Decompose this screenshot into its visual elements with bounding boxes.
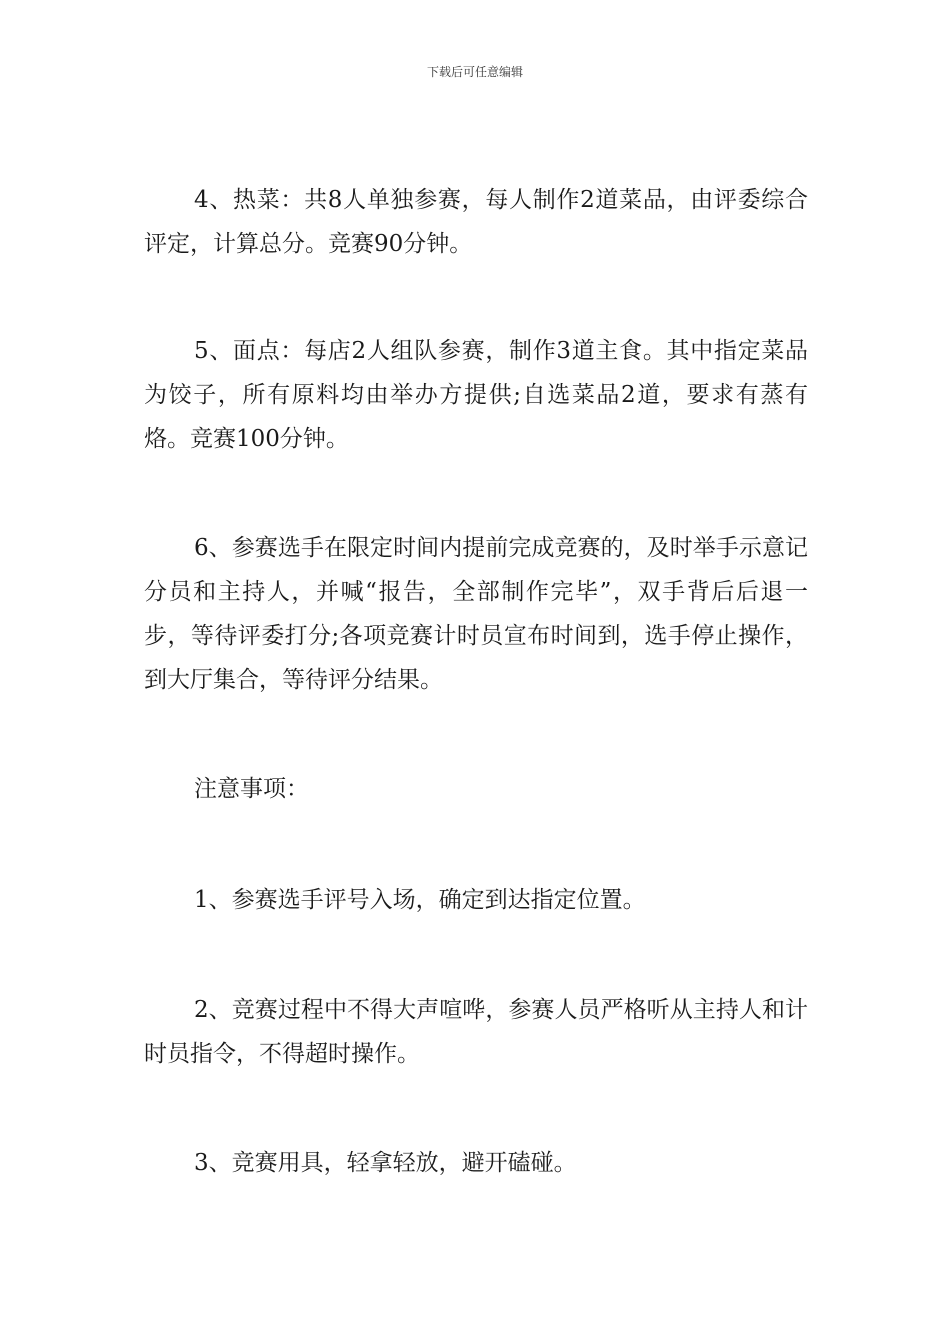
notes-heading: 注意事项：	[194, 776, 309, 802]
note-item-1: 1、参赛选手评号入场，确定到达指定位置。	[194, 887, 646, 913]
note-item-3: 3、竞赛用具，轻拿轻放，避开磕碰。	[194, 1150, 577, 1176]
paragraph-pastry: 5、面点：每店2人组队参赛，制作3道主食。其中指定菜品为饺子，所有原料均由举办方提供;自选菜品2道，要求有蒸有烙。竞赛100分钟。	[144, 338, 808, 452]
document-body	[144, 178, 808, 1185]
paragraph-completion-rules: 6、参赛选手在限定时间内提前完成竞赛的，及时举手示意记分员和主持人，并喊“报告，全部制作完毕”，双手背后后退一步，等待评委打分;各项竞赛计时员宣布时间到，选手停止操作，到大厅集合，等待评分结果。	[144, 535, 808, 693]
page-header: 下载后可任意编辑	[426, 65, 523, 79]
note-item-2: 2、竞赛过程中不得大声喧哗，参赛人员严格听从主持人和计时员指令，不得超时操作。	[144, 997, 808, 1067]
paragraph-hot-dishes: 4、热菜：共8人单独参赛，每人制作2道菜品，由评委综合评定，计算总分。竞赛90分钟。	[144, 187, 808, 257]
